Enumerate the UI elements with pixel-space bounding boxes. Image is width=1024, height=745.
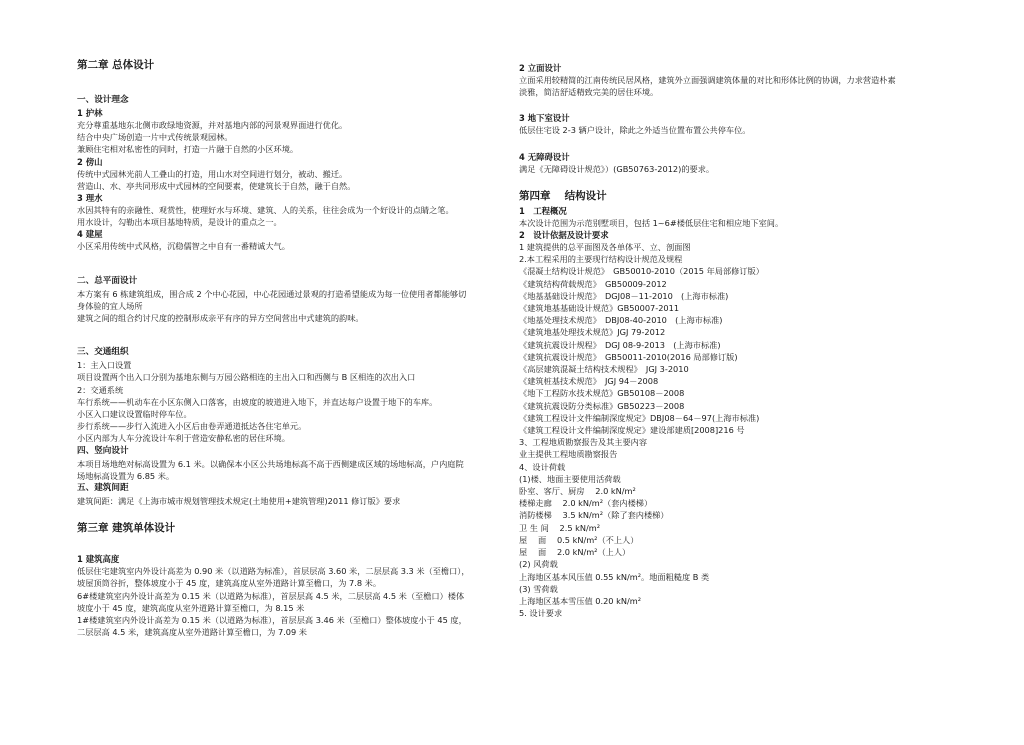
subsection-title: 3 理水 <box>77 193 103 204</box>
text-line: 上海地区基本风压值 0.55 kN/m²。地面粗糙度 B 类 <box>519 571 710 582</box>
text-line: 水因其特有的亲融性、观赏性，使理好水与环境、建筑、人的关系，往往会成为一个好设计的点睛之笔。 <box>77 205 454 216</box>
text-line: 步行系统——步行入流进入小区后由卷弄通道抵达各住宅单元。 <box>77 421 307 432</box>
subsection-title: 2 设计依据及设计要求 <box>519 230 609 241</box>
text-line: 结合中央广场创造一片中式传统景观园林。 <box>77 132 233 143</box>
subsection-title: 2 立面设计 <box>519 63 562 73</box>
text-line: 本方案有 6 栋建筑组成，围合成 2 个中心花园，中心花园通过景观的打造希望能成为每一位使用者都能够切 <box>77 288 467 299</box>
text-line: 业主提供工程地质勘察报告 <box>519 449 618 460</box>
text-line: 低层住宅建筑室内外设计高差为 0.90 米（以道路为标准），首层层高 3.60 米，二层层高 3.3 米（至檐口）， <box>77 566 470 577</box>
section-design-concept-title: 一、设计理念 <box>77 95 129 105</box>
subsection-title: 4 无障碍设计 <box>519 151 570 162</box>
paragraph <box>77 119 502 156</box>
text-line: 《地基处理技术规范》 DBJ08-40-2010 (上海市标准) <box>519 315 723 326</box>
text-line: 项目设置两个出入口分别为基地东侧与万园公路相连的主出入口和西侧与 B 区相连的次出入口 <box>77 372 416 383</box>
text-line: 车行系统——机动车在小区东侧入口落客，由坡度的坡道进入地下，并直达每户设置于地下的车库。 <box>77 396 438 407</box>
text-line: (2) 风荷载 <box>519 559 558 570</box>
text-line: 5. 设计要求 <box>519 608 563 619</box>
text-line: 小区入口建议设置临时停车位。 <box>77 409 192 420</box>
text-line: 《建筑抗震设计规范》 GB50011-2010(2016 局部修订版) <box>519 351 738 362</box>
subsection-title: 1 工程概况 <box>519 205 567 216</box>
load-line: 屋 面 2.0 kN/m²（上人） <box>519 547 631 558</box>
text-line: 《地下工程防水技术规范》GB50108－2008 <box>519 388 685 399</box>
text-line: 营造山、水、亭共同形成中式园林的空间要素，使建筑长于自然，融于自然。 <box>77 180 356 191</box>
text-line: (1)楼、地面主要使用活荷载 <box>519 473 621 484</box>
text-line: 坡屋顶筒谷折，整体坡度小于 45 度，建筑高度从室外道路计算至檐口，为 7.8 米。 <box>77 578 382 589</box>
text-line: 《混凝土结构设计规范》 GB50010-2010（2015 年局部修订版） <box>519 266 764 277</box>
load-line: 楼梯走廊 2.0 kN/m²（套内楼梯） <box>519 498 653 509</box>
text-line: 建筑之间的组合约讨尺度的控制形成亲平有序的异方空间营出中式建筑的韵味。 <box>77 313 364 324</box>
load-line: 消防楼梯 3.5 kN/m²（除了套内楼梯） <box>519 510 669 521</box>
text-line: 坡度小于 45 度，建筑高度从室外道路计算至檐口，为 8.15 米 <box>77 602 305 613</box>
text-line: 2.本工程采用的主要现行结构设计规范及规程 <box>519 254 683 265</box>
text-line: 3、工程地质勘察报告及其主要内容 <box>519 437 648 448</box>
text-line: 上海地区基本雪压值 0.20 kN/m² <box>519 595 642 606</box>
text-line: 淡雅，简洁舒适精致完美的居住环境。 <box>519 87 659 98</box>
text-line: 1 建筑提供的总平面图及各单体平、立、剖面图 <box>519 242 691 253</box>
text-line: 《建筑桩基技术规范》 JGJ 94－2008 <box>519 376 659 387</box>
text-line: 《建筑工程设计文件编制深度规定》DBJ08－64－97(上海市标准) <box>519 412 760 423</box>
text-line: 满足《无障碍设计规范》）(GB50763-2012)的要求。 <box>519 163 715 174</box>
text-line: 用水设计，勾勒出本项目基地特质，是设计的重点之一。 <box>77 217 282 228</box>
chapter-2-title: 第二章 总体设计 <box>77 59 155 71</box>
text-line: 6#楼建筑室内外设计高差为 0.15 米（以道路为标准），首层层高 4.5 米，二层层高 4.5 米（至檐口）楼体 <box>77 590 465 601</box>
text-line: 场地标高设置为 6.85 米。 <box>77 470 175 481</box>
text-line: 身体验的宜人场所 <box>77 300 143 311</box>
text-line: 4、设计荷载 <box>519 461 566 472</box>
text-line: 《建筑工程设计文件编制深度规定》建设部建质[2008]216 号 <box>519 425 745 436</box>
text-line: 小区内部为人车分流设计车利于营造安静私密的居住环境。 <box>77 433 290 444</box>
text-line: (3) 雪荷载 <box>519 583 558 594</box>
text-line: 传统中式园林光前人工叠山的打造，用山水对空间进行划分，被动、搬迁。 <box>77 168 348 179</box>
text-line: 《建筑抗震设防分类标准》GB50223－2008 <box>519 400 685 411</box>
text-line: 《地基基础设计规范》 DGJ08－11-2010 (上海市标准) <box>519 290 729 301</box>
subsection-title: 2 傍山 <box>77 156 103 167</box>
text-line: 低层住宅设 2-3 辆户设计，除此之外适当位置布置公共停车位。 <box>519 125 751 136</box>
subsection-title: 1 护林 <box>77 108 103 118</box>
paragraph <box>77 168 502 192</box>
text-line: 1：主入口设置 <box>77 360 132 371</box>
load-line: 屋 面 0.5 kN/m²（不上人） <box>519 534 639 545</box>
subsection-title: 3 地下室设计 <box>519 113 570 124</box>
text-line: 小区采用传统中式风格，沉稳儒智之中自有一番精诚大气。 <box>77 241 290 252</box>
text-line: 《高层建筑混凝土结构技术规程》 JGJ 3-2010 <box>519 364 689 375</box>
text-line: 二层层高 4.5 米，建筑高度从室外道路计算至檐口，为 7.09 米 <box>77 627 307 638</box>
text-line: 《建筑地基处理技术规范》JGJ 79-2012 <box>519 327 666 338</box>
text-line: 充分尊重基地东北侧市政绿地资源，并对基地内部的河景观界面进行优化。 <box>77 120 348 130</box>
load-line: 卧室、客厅、厨房 2.0 kN/m² <box>519 486 636 497</box>
text-line: 《建筑结构荷载规范》 GB50009-2012 <box>519 278 667 289</box>
left-column <box>77 58 502 638</box>
text-line: 《建筑地基基础设计规范》GB50007-2011 <box>519 303 680 314</box>
section-spacing-title: 五、建筑间距 <box>77 483 129 494</box>
load-line: 卫 生 间 2.5 kN/m² <box>519 522 601 533</box>
section-vertical-title: 四、竖向设计 <box>77 445 129 456</box>
text-line: 《建筑抗震设计规程》 DGJ 08-9-2013 (上海市标准) <box>519 339 721 350</box>
text-line: 立面采用较精简的江南传统民居风格，建筑外立面强调建筑体量的对比和形体比例的协调，力求营造朴素 <box>519 75 896 85</box>
section-traffic-title: 三、交通组织 <box>77 347 129 358</box>
text-line: 2：交通系统 <box>77 384 124 395</box>
text-line: 兼顾住宅相对私密性的同时，打造一片融于自然的小区环境。 <box>77 144 299 155</box>
paragraph <box>77 204 502 228</box>
text-line: 1#楼建筑室内外设计高差为 0.15 米（以道路为标准），首层层高 3.46 米（至檐口）整体坡度小于 45 度， <box>77 615 467 626</box>
right-column <box>519 58 964 619</box>
text-line: 本次设计范围为示范别墅项目，包括 1~6#楼低层住宅和相应地下室间。 <box>519 217 784 228</box>
text-line: 建筑间距：满足《上海市城市规划管理技术规定(土地使用+建筑管理)2011 修订版》要求 <box>77 496 401 507</box>
chapter-4-title: 第四章 结构设计 <box>519 189 607 202</box>
section-site-plan-title: 二、总平面设计 <box>77 275 138 286</box>
subsection-title: 4 建屋 <box>77 229 103 240</box>
text-line: 本项目场地绝对标高设置为 6.1 米。以确保本小区公共场地标高不高于西侧建成区域的场地标高，户内庭院 <box>77 458 464 469</box>
subsection-title: 1 建筑高度 <box>77 554 120 565</box>
chapter-3-title: 第三章 建筑单体设计 <box>77 522 176 535</box>
